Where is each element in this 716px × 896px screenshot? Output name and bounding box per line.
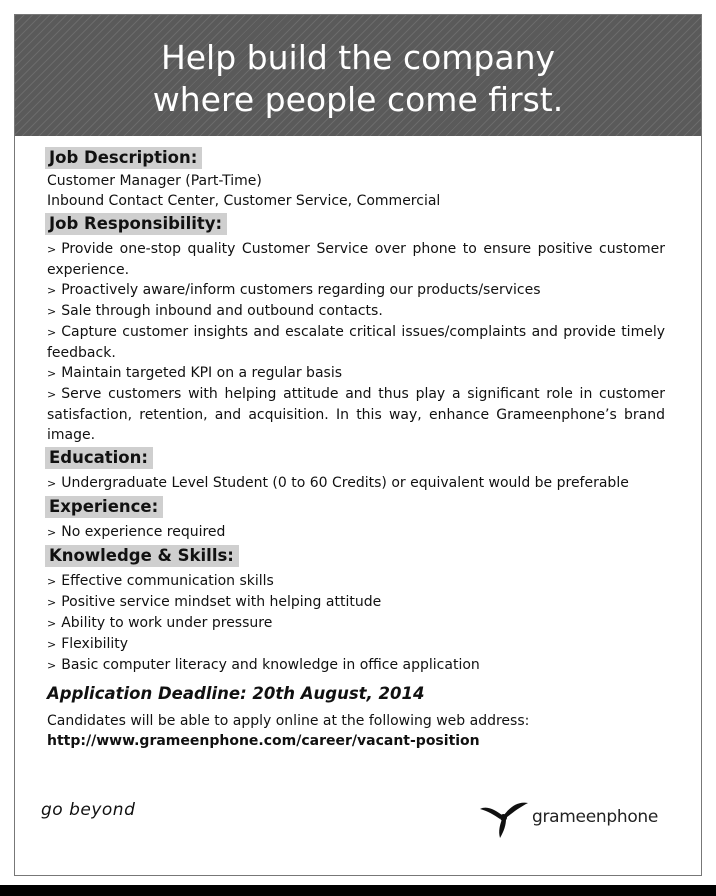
list-item: > Positive service mindset with helping attitude [47,594,382,610]
apply-text: Candidates will be able to apply online at the following web address: [47,713,530,729]
bullet-icon: > [47,526,57,539]
responsibility-heading: Job Responsibility: [45,213,227,235]
list-item: > Flexibility [47,636,129,652]
list-item: > No experience required [47,524,226,540]
bullet-icon: > [47,388,57,401]
bullet-icon: > [47,326,57,339]
bullet-icon: > [47,305,57,318]
list-item: > Undergraduate Level Student (0 to 60 Credits) or equivalent would be preferable [47,475,629,491]
telenor-propeller-icon [478,795,530,839]
banner-line-2: where people come first. [152,80,564,119]
bullet-icon: > [47,284,57,297]
list-item: > Effective communication skills [47,573,274,589]
brand-name: grameenphone [532,807,659,827]
list-item: > Sale through inbound and outbound contacts. [47,303,383,319]
header-banner [15,15,701,136]
bullet-icon: > [47,638,57,651]
job-title: Customer Manager (Part-Time) [47,173,262,189]
job-content [47,147,665,751]
career-url-link[interactable]: http://www.grameenphone.com/career/vacant-position [47,733,480,749]
experience-heading: Experience: [45,496,163,518]
job-department: Inbound Contact Center, Customer Service, Commercial [47,193,441,209]
skills-section [47,545,665,676]
bullet-icon: > [47,617,57,630]
bullet-icon: > [47,243,57,256]
list-item: > Capture customer insights and escalate critical issues/complaints and provide timely feedback. [47,324,665,361]
apply-instructions [47,711,665,751]
bottom-border [0,885,716,896]
list-item: > Provide one-stop quality Customer Service over phone to ensure positive customer experience. [47,241,665,278]
list-item: > Maintain targeted KPI on a regular basis [47,365,342,381]
bullet-icon: > [47,575,57,588]
skills-heading: Knowledge & Skills: [45,545,239,567]
education-heading: Education: [45,447,153,469]
bullet-icon: > [47,596,57,609]
tagline: go beyond [41,800,136,820]
bullet-icon: > [47,659,57,672]
job-description-text [47,171,665,211]
grameenphone-logo [478,794,658,840]
responsibility-section [47,213,665,445]
list-item: > Ability to work under pressure [47,615,273,631]
list-item: > Proactively aware/inform customers regarding our products/services [47,282,541,298]
job-description-heading: Job Description: [45,147,202,169]
experience-section [47,496,665,543]
application-deadline: Application Deadline: 20th August, 2014 [47,684,425,703]
job-description-section [47,147,665,211]
banner-line-1: Help build the company [160,38,556,77]
list-item: > Basic computer literacy and knowledge in office application [47,657,480,673]
bullet-icon: > [47,367,57,380]
bullet-icon: > [47,477,57,490]
education-section [47,447,665,494]
list-item: > Serve customers with helping attitude and thus play a significant role in customer satisfaction, retention, and acquisition. In this way, enhance Grameenphone’s brand image. [47,386,665,443]
